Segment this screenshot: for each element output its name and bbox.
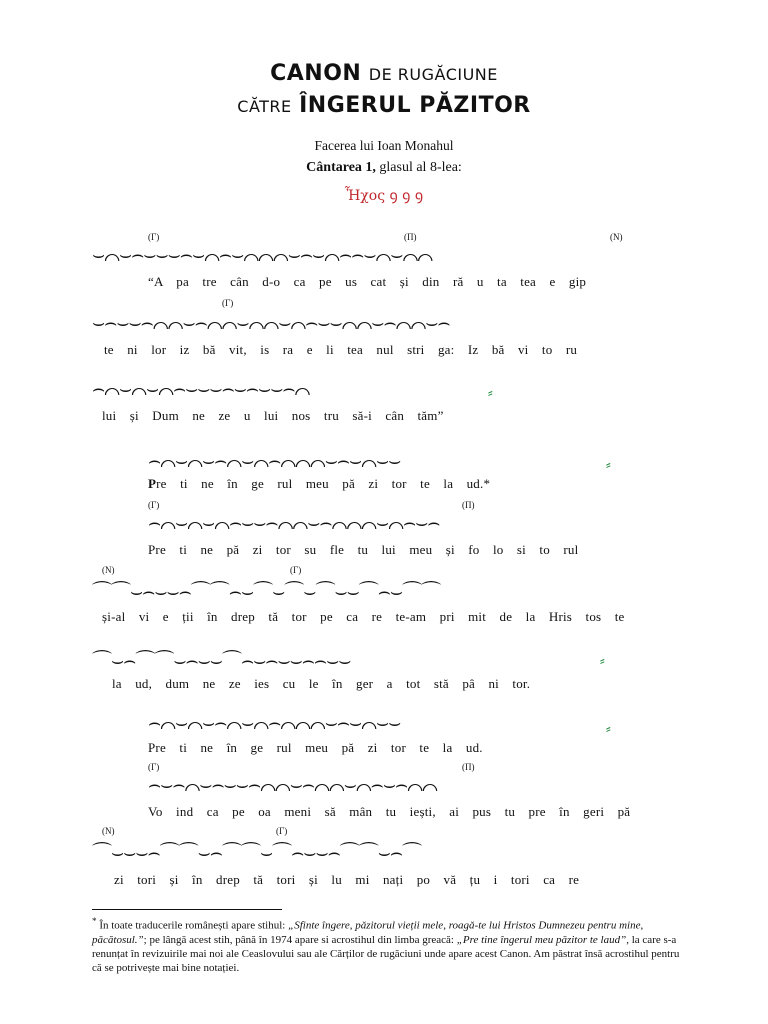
lyric-line: lui și Dum ne ze u lui nos tru să-i cân tăm” <box>102 408 444 423</box>
lyric-line: “A pa tre cân d-o ca pe us cat și din ră u ta tea e gip <box>148 274 587 289</box>
neume-line: ⌒⌣⌢⌒⌒⌣⌢⌣⌣⌒⌢⌣⌢⌣⌣⌢⌢⌣⌣ <box>92 648 351 672</box>
title-word: DE RUGĂCIUNE <box>368 65 498 84</box>
footnote-text: ; pe lângă acest stih, până în 1974 apare si acrostihul din limba greacă: <box>143 933 457 946</box>
mode-marker: (N) <box>102 826 115 836</box>
mode-marker: (Π) <box>462 500 475 510</box>
title-line-2 <box>0 90 768 122</box>
title-word: CANON <box>270 61 362 86</box>
mode-marker: (Π) <box>404 232 417 242</box>
mode-marker: (Π) <box>462 762 475 772</box>
end-sign-icon: ⸗ <box>606 457 611 473</box>
footnote-separator <box>92 909 282 910</box>
lyric-line <box>148 476 744 492</box>
footnote-quote: „Pre tine îngerul meu păzitor te laud” <box>456 933 627 946</box>
lyric-line: zi tori și în drep tă tori și lu mi nați po vă țu i tori ca re <box>114 872 580 887</box>
end-sign-icon: ⸗ <box>488 385 493 401</box>
title-line-1 <box>0 58 768 90</box>
mode-marker: (N) <box>610 232 623 242</box>
mode-marker: (N) <box>102 565 115 575</box>
footnote-text: , la care s-a renunțat în revizuirile mai noi ale Ceaslovului sau ale Cărților de rugăciuni unde apare acest Canon. Am păstrat însă acrostihul pentru că se potrivește mai bine notației. <box>92 933 680 974</box>
title-block <box>0 58 768 122</box>
neume-line: ⌢⌒⌣⌒⌣⌢⌒⌣⌒⌢⌒⌒⌒⌣⌢⌣⌒⌣⌣ <box>148 448 401 472</box>
neume-line: ⌢⌒⌣⌒⌣⌒⌢⌣⌣⌣⌢⌣⌢⌣⌣⌢⌒ <box>92 376 310 400</box>
neume-line: ⌒⌣⌣⌣⌢⌒⌒⌣⌢⌒⌒⌣⌒⌢⌣⌣⌢⌒⌒⌣⌢⌒ <box>92 840 422 864</box>
row-markers <box>92 298 688 310</box>
footnote-quote: „Sfinte îngere, păzitorul vieții mele, roagă-te lui Hristos Dumnezeu pentru mine, păcătosul.” <box>92 919 644 946</box>
lyric-line: la ud, dum ne ze ies cu le în ger a tot stă pâ ni tor. <box>112 676 531 691</box>
mode-marker: (Γ) <box>222 298 234 308</box>
lyric-line: Pre ti ne în ge rul meu pă zi tor te la ud. <box>148 740 483 755</box>
neume-line: ⌣⌢⌣⌣⌢⌒⌒⌣⌢⌒⌒⌣⌒⌒⌣⌒⌢⌣⌣⌒⌒⌣⌢⌒⌒⌣⌢ <box>92 310 450 334</box>
neume-line: ⌣⌒⌣⌢⌣⌣⌣⌢⌣⌒⌢⌣⌒⌒⌒⌣⌢⌣⌒⌢⌢⌣⌒⌣⌒⌒ <box>92 242 433 266</box>
neume-line: ⌢⌒⌣⌒⌣⌒⌢⌣⌣⌢⌒⌒⌣⌢⌒⌒⌒⌣⌒⌢⌣⌢ <box>148 510 440 534</box>
lyric-line: te ni lor iz bă vit, is ra e li tea nul stri ga: Iz bă vi to ru <box>104 342 578 357</box>
mode-marker: (Γ) <box>290 565 302 575</box>
lyric-line: și-al vi e ții în drep tă tor pe ca re te-am pri mit de la Hris tos te <box>102 609 625 624</box>
end-sign-icon: ⸗ <box>600 653 605 669</box>
title-word: ÎNGERUL PĂZITOR <box>299 93 531 118</box>
echos-signature: Ἦχος ꝯ ꝯ ꝯ <box>344 188 424 204</box>
mode-marker: (Γ) <box>148 500 160 510</box>
neume-line: ⌒⌒⌣⌢⌣⌣⌢⌒⌒⌢⌣⌒⌣⌒⌣⌒⌣⌣⌒⌢⌣⌒⌒ <box>92 579 441 603</box>
footnote-marker: * <box>92 916 97 926</box>
cantarea-line <box>0 160 768 176</box>
author-line: Facerea lui Ioan Monahul <box>314 138 454 153</box>
mode-marker: (Γ) <box>148 762 160 772</box>
lyric-line: Vo ind ca pe oa meni să mân tu iești, ai pus tu pre în geri pă <box>148 804 631 819</box>
end-sign-icon: ⸗ <box>606 721 611 737</box>
cantarea-mode: glasul al 8-lea: <box>375 160 462 175</box>
cantarea-number: Cântarea 1, <box>306 160 376 175</box>
neume-line: ⌢⌣⌢⌒⌣⌢⌣⌣⌢⌒⌒⌣⌢⌒⌒⌣⌒⌢⌣⌢⌒⌒ <box>148 772 437 796</box>
footnote-text: În toate traducerile românești apare stihul: <box>96 919 289 932</box>
footnote <box>92 914 684 975</box>
mode-marker: (Γ) <box>148 232 160 242</box>
acrostic-letter: P <box>148 476 157 491</box>
lyric-line: Pre ti ne pă zi tor su fle tu lui meu și fo lo si to rul <box>148 542 579 557</box>
mode-marker: (Γ) <box>276 826 288 836</box>
title-word: CĂTRE <box>237 97 292 116</box>
neume-line: ⌢⌒⌣⌒⌣⌢⌒⌣⌒⌢⌒⌒⌒⌣⌢⌣⌒⌣⌣ <box>148 710 401 734</box>
lyric-text: re ti ne în ge rul meu pă zi tor te la ud.* <box>156 476 491 491</box>
